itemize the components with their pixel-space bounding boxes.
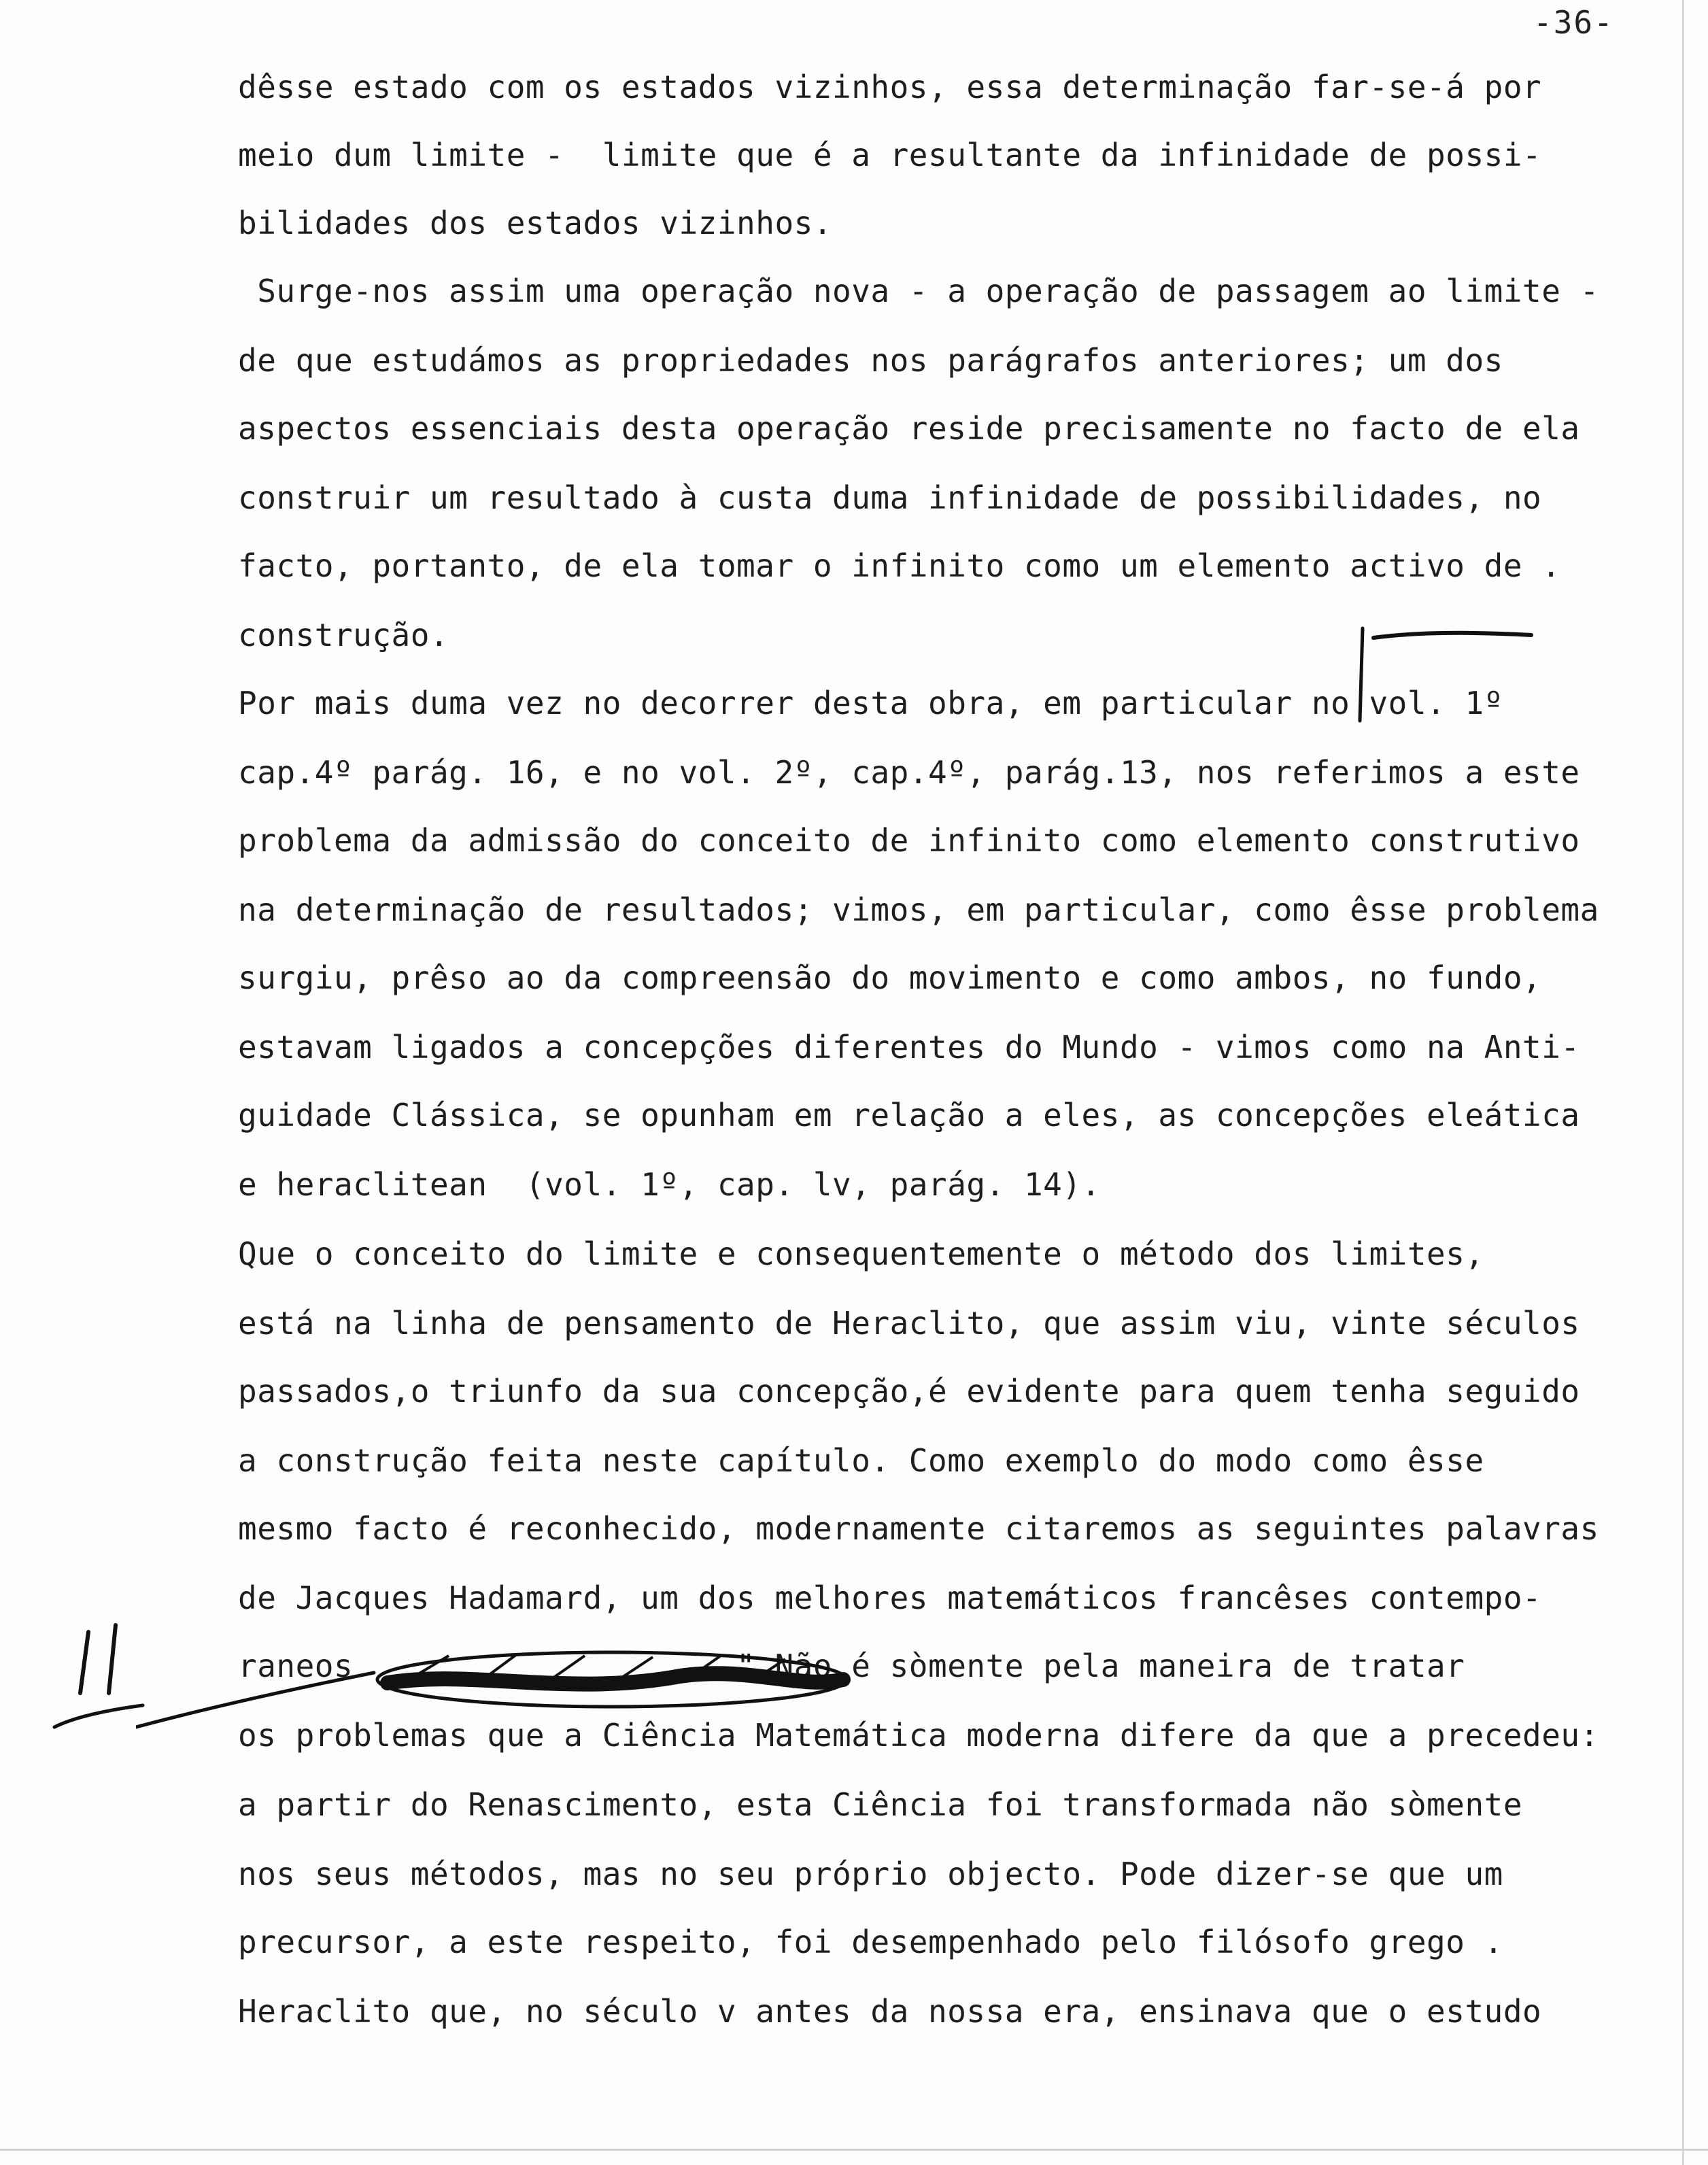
text-line: dêsse estado com os estados vizinhos, essa determinação far-se-á por <box>238 69 1542 105</box>
margin-pointer-line <box>136 1659 381 1734</box>
text-line: de que estudámos as propriedades nos parágrafos anteriores; um dos <box>238 342 1503 379</box>
text-line: aspectos essenciais desta operação reside precisamente no facto de ela <box>238 410 1580 447</box>
text-line: os problemas que a Ciência Matemática moderna difere da que a precedeu: <box>238 1717 1599 1754</box>
text-line: mesmo facto é reconhecido, modernamente citaremos as seguintes palavras <box>238 1510 1599 1547</box>
text-line: a construção feita neste capítulo. Como exemplo do modo como êsse <box>238 1442 1484 1479</box>
text-line: de Jacques Hadamard, um dos melhores matemáticos francêses contempo- <box>238 1580 1542 1616</box>
text-line: estavam ligados a concepções diferentes do Mundo - vimos como na Anti- <box>238 1029 1580 1066</box>
text-line: precursor, a este respeito, foi desempenhado pelo filósofo grego . <box>238 1924 1503 1960</box>
text-line: a partir do Renascimento, esta Ciência foi transformada não sòmente <box>238 1786 1523 1823</box>
text-line: Que o conceito do limite e consequentemente o método dos limites, <box>238 1235 1484 1272</box>
margin-exclamation-mark <box>41 1618 150 1734</box>
text-line: Heraclito que, no século v antes da nossa era, ensinava que o estudo <box>238 1993 1542 2030</box>
text-line: está na linha de pensamento de Heraclito, que assim viu, vinte séculos <box>238 1305 1580 1342</box>
crossed-out-scribble <box>367 1642 857 1717</box>
page-edge-rule <box>1682 0 1684 2165</box>
text-line: na determinação de resultados; vimos, em particular, como êsse problema <box>238 891 1599 928</box>
text-line: meio dum limite - limite que é a resultante da infinidade de possi- <box>238 137 1542 173</box>
text-line: raneos " Não é sòmente pela maneira de tratar <box>238 1648 1465 1684</box>
text-line: guidade Clássica, se opunham em relação a eles, as concepções eleática <box>238 1097 1580 1133</box>
page-bottom-rule <box>0 2149 1708 2151</box>
text-line: problema da admissão do conceito de infinito como elemento construtivo <box>238 822 1580 859</box>
text-line: facto, portanto, de ela tomar o infinito como um elemento activo de . <box>238 547 1561 584</box>
text-line: e heraclitean (vol. 1º, cap. lv, parág. 14). <box>238 1166 1101 1203</box>
text-line: construir um resultado à custa duma infinidade de possibilidades, no <box>238 479 1542 516</box>
text-line: construção. <box>238 617 449 653</box>
text-line: Surge-nos assim uma operação nova - a operação de passagem ao limite - <box>238 273 1599 309</box>
text-line: bilidades dos estados vizinhos. <box>238 205 833 241</box>
text-line: surgiu, prêso ao da compreensão do movimento e como ambos, no fundo, <box>238 959 1542 996</box>
text-line: cap.4º parág. 16, e no vol. 2º, cap.4º, parág.13, nos referimos a este <box>238 754 1580 791</box>
page-number: -36- <box>1533 4 1614 41</box>
text-line: nos seus métodos, mas no seu próprio objecto. Pode dizer-se que um <box>238 1856 1503 1892</box>
handwritten-bracket <box>1353 626 1537 728</box>
text-line: Por mais duma vez no decorrer desta obra, em particular no vol. 1º <box>238 685 1503 721</box>
text-line: passados,o triunfo da sua concepção,é evidente para quem tenha seguido <box>238 1373 1580 1410</box>
